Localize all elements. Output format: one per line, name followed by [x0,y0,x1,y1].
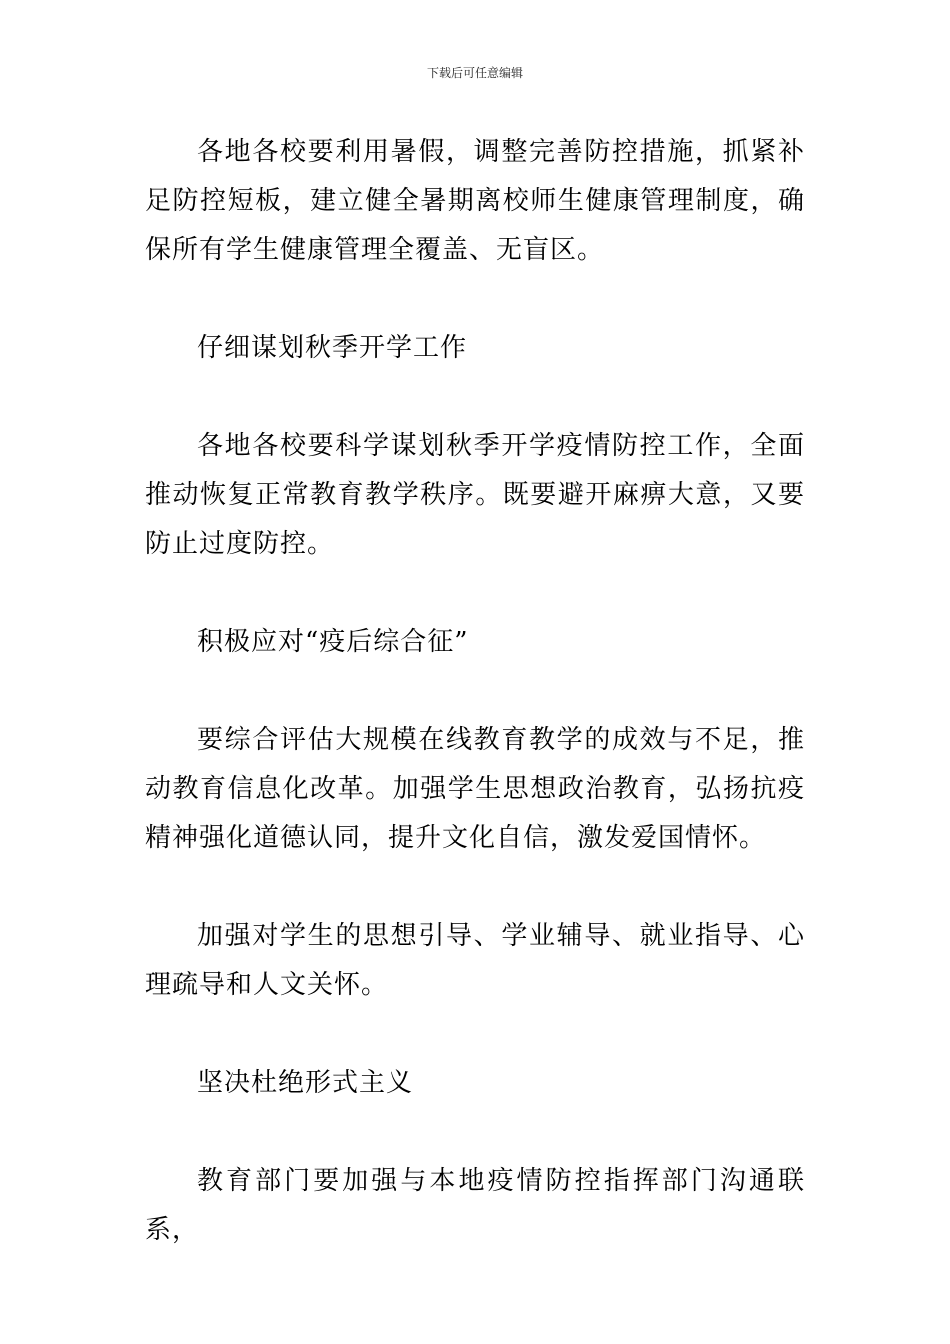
page-header: 下载后可任意编辑 [426,66,523,80]
paragraph-spacer [145,1010,805,1059]
paragraph-spacer [145,667,805,716]
paragraph-department-liaison: 教育部门要加强与本地疫情防控指挥部门沟通联系， [145,1166,805,1245]
paragraph-spacer [145,373,805,422]
paragraph-spacer [145,275,805,324]
paragraph-spacer [145,863,805,912]
heading-formalism: 坚决杜绝形式主义 [197,1068,414,1098]
paragraph-spacer [145,1108,805,1157]
paragraph-student-guidance: 加强对学生的思想引导、学业辅导、就业指导、心理疏导和人文关怀。 [145,921,805,1000]
paragraph-spacer [145,569,805,618]
paragraph-autumn-planning: 各地各校要科学谋划秋季开学疫情防控工作，全面推动恢复正常教育教学秩序。既要避开麻痹大意，又要防止过度防控。 [145,431,805,559]
heading-post-epidemic: 积极应对“疫后综合征” [197,627,469,657]
paragraph-summer-prevention: 各地各校要利用暑假，调整完善防控措施，抓紧补足防控短板，建立健全暑期离校师生健康管理制度，确保所有学生健康管理全覆盖、无盲区。 [145,137,805,265]
heading-autumn-planning: 仔细谋划秋季开学工作 [197,333,468,363]
document-body [145,128,805,1255]
paragraph-online-education: 要综合评估大规模在线教育教学的成效与不足，推动教育信息化改革。加强学生思想政治教育，弘扬抗疫精神强化道德认同，提升文化自信，激发爱国情怀。 [145,725,805,853]
